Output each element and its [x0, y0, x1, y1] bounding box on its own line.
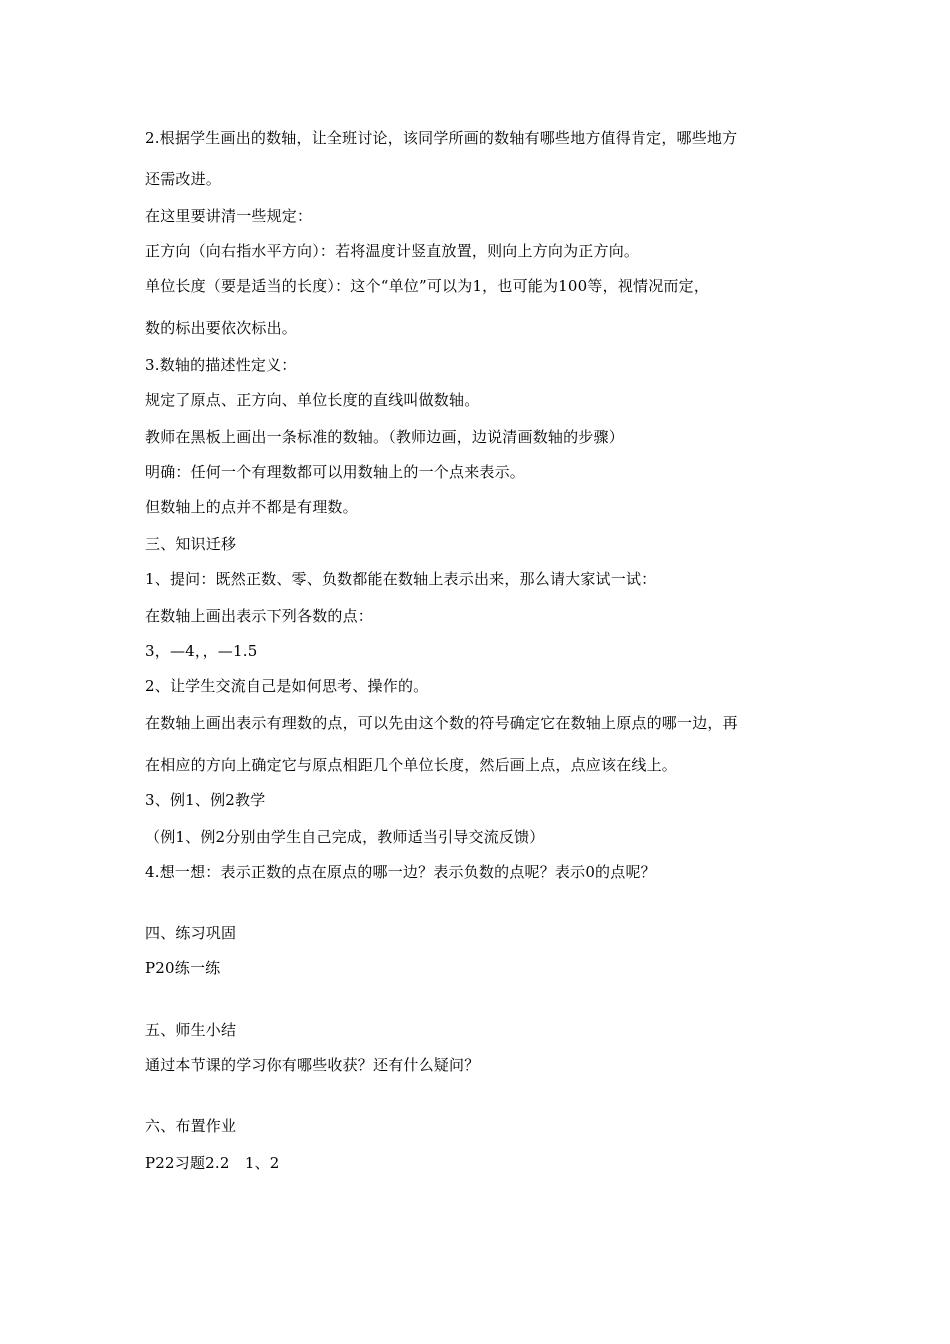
paragraph-line: 在这里要讲清一些规定：	[145, 207, 313, 225]
paragraph-line: 规定了原点、正方向、单位长度的直线叫做数轴。	[145, 391, 480, 409]
paragraph-line: 2.根据学生画出的数轴，让全班讨论，该同学所画的数轴有哪些地方值得肯定，哪些地方	[145, 129, 738, 147]
section-heading: 五、师生小结	[145, 1021, 237, 1039]
paragraph-line: （例1、例2分别由学生自己完成，教师适当引导交流反馈）	[145, 828, 545, 846]
paragraph-line: 3、例1、例2教学	[145, 791, 266, 809]
paragraph-line: 教师在黑板上画出一条标准的数轴。（教师边画，边说清画数轴的步骤）	[145, 428, 624, 446]
paragraph-line: 3，—4，，—1.5	[145, 642, 258, 660]
paragraph-line: P22习题2.2 1、2	[145, 1154, 280, 1172]
section-heading: 四、练习巩固	[145, 924, 237, 942]
paragraph-line: 1、提问：既然正数、零、负数都能在数轴上表示出来，那么请大家试一试：	[145, 570, 657, 588]
paragraph-line: 明确：任何一个有理数都可以用数轴上的一个点来表示。	[145, 463, 526, 481]
paragraph-line: 4.想一想：表示正数的点在原点的哪一边？表示负数的点呢？表示0的点呢？	[145, 863, 656, 881]
paragraph-line: 2、让学生交流自己是如何思考、操作的。	[145, 677, 429, 695]
paragraph-line: 在数轴上画出表示有理数的点，可以先由这个数的符号确定它在数轴上原点的哪一边，再	[145, 714, 738, 732]
paragraph-line: 但数轴上的点并不都是有理数。	[145, 498, 358, 516]
paragraph-line: 在相应的方向上确定它与原点相距几个单位长度，然后画上点，点应该在线上。	[145, 756, 678, 774]
paragraph-line: 还需改进。	[145, 170, 222, 188]
paragraph-line: 通过本节课的学习你有哪些收获？还有什么疑问？	[145, 1056, 480, 1074]
paragraph-line: 3.数轴的描述性定义：	[145, 356, 297, 374]
paragraph-line: P20练一练	[145, 959, 221, 977]
paragraph-line: 正方向（向右指水平方向）：若将温度计竖直放置，则向上方向为正方向。	[145, 242, 640, 260]
paragraph-line: 数的标出要依次标出。	[145, 319, 298, 337]
paragraph-line: 在数轴上画出表示下列各数的点：	[145, 607, 374, 625]
paragraph-line: 单位长度（要是适当的长度）：这个“单位”可以为1，也可能为100等，视情况而定，	[145, 277, 710, 295]
section-heading: 三、知识迁移	[145, 535, 237, 553]
section-heading: 六、布置作业	[145, 1117, 237, 1135]
